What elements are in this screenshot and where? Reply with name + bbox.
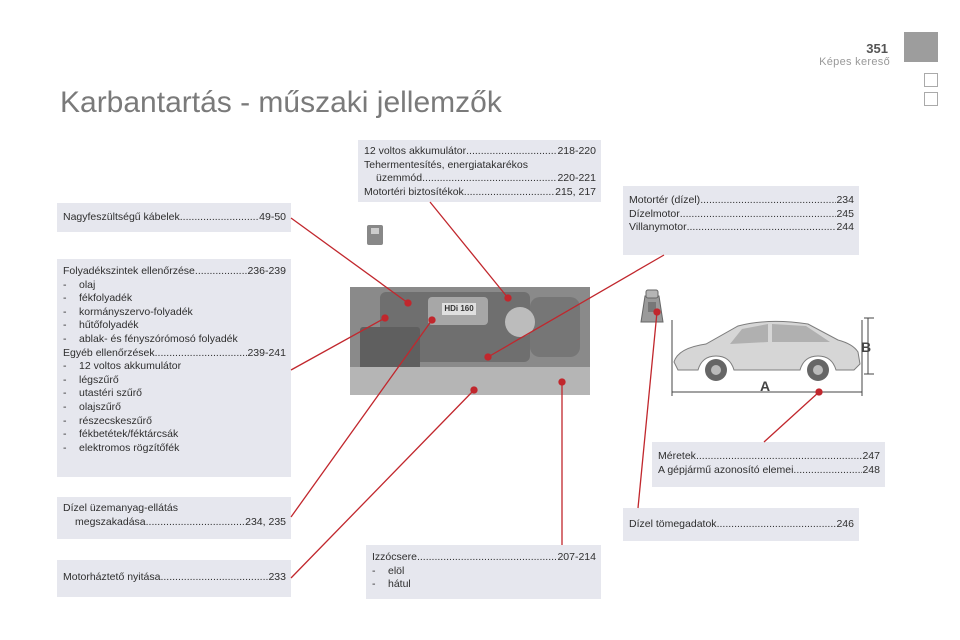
list-item: - elöl	[372, 564, 405, 577]
list-item: - fékbetétek/féktárcsák	[63, 428, 179, 441]
index-entry: Tehermentesítés, energiatakarékos	[364, 158, 529, 171]
list-item: - kormányszervo-folyadék	[63, 305, 193, 318]
list-item: - fékfolyadék	[63, 292, 133, 305]
index-entry[interactable]: Folyadékszintek ellenőrzése ..... 236-239	[63, 265, 286, 279]
index-entry[interactable]: Motorháztető nyitása ..... 233	[63, 571, 286, 585]
index-entry[interactable]: Motortér (dízel) ..... 234	[629, 194, 854, 208]
index-entry[interactable]: Dízel tömegadatok ..... 246	[629, 518, 854, 532]
dimension-b-label: B	[861, 339, 872, 355]
dimension-a-label: A	[760, 378, 771, 394]
index-entry[interactable]: megszakadása ..... 234, 235	[63, 516, 286, 530]
index-entry[interactable]: Méretek ..... 247	[658, 450, 880, 464]
list-item: - ablak- és fényszórómosó folyadék	[63, 332, 238, 345]
index-entry[interactable]: Motortéri biztosítékok ..... 215, 217	[364, 186, 596, 200]
list-item: - légszűrő	[63, 373, 119, 386]
list-item: - olajszűrő	[63, 400, 122, 413]
index-entry[interactable]: Villanymotor ..... 244	[629, 221, 854, 235]
index-entry[interactable]: üzemmód ..... 220-221	[364, 172, 596, 186]
index-entry[interactable]: Nagyfeszültségű kábelek ..... 49-50	[63, 211, 286, 225]
list-item: - hátul	[372, 578, 411, 591]
index-entry[interactable]: Egyéb ellenőrzések ..... 239-241	[63, 347, 286, 361]
list-item: - utastéri szűrő	[63, 387, 143, 400]
index-entry[interactable]: Dízelmotor ..... 245	[629, 208, 854, 222]
list-item: - olaj	[63, 278, 96, 291]
engine-badge: HDi 160	[442, 303, 476, 315]
section-label: Képes kereső	[819, 56, 890, 68]
index-entry[interactable]: A gépjármű azonosító elemei ..... 248	[658, 464, 880, 478]
list-item: - hűtőfolyadék	[63, 319, 139, 332]
page-number: 351	[866, 41, 888, 56]
index-entry[interactable]: 12 voltos akkumulátor ..... 218-220	[364, 145, 596, 159]
list-item: - elektromos rögzítőfék	[63, 441, 180, 454]
list-item: - 12 voltos akkumulátor	[63, 360, 182, 373]
list-item: - részecskeszűrő	[63, 414, 152, 427]
page-title: Karbantartás - műszaki jellemzők	[60, 86, 502, 119]
index-entry[interactable]: Izzócsere ..... 207-214	[372, 551, 596, 565]
index-entry-line: Dízel üzemanyag-ellátás	[63, 502, 178, 514]
